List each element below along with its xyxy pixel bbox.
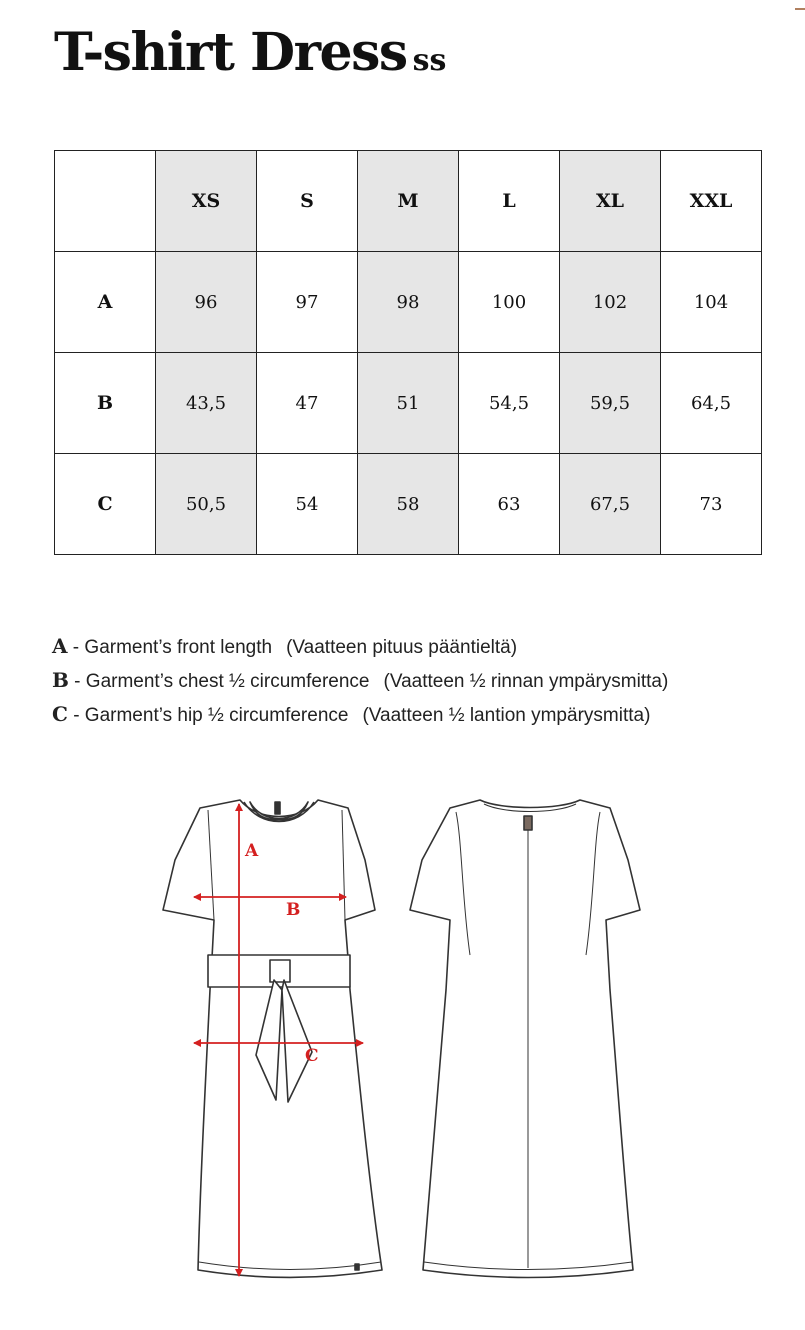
legend-item xyxy=(52,668,668,702)
table-cell: 43,5 xyxy=(156,353,257,454)
size-table xyxy=(54,150,762,555)
table-cell: 59,5 xyxy=(560,353,661,454)
dress-front-drawing xyxy=(163,800,382,1278)
table-header-cell xyxy=(55,151,156,252)
measure-a-label: A xyxy=(245,841,259,861)
corner-mark xyxy=(795,8,805,10)
dress-front-label-tag xyxy=(275,802,280,814)
table-header-cell: M xyxy=(358,151,459,252)
table-header-row xyxy=(55,151,762,252)
dress-front-right-sleeve-seam xyxy=(342,810,345,920)
measure-b-label: B xyxy=(286,900,301,920)
table-cell: 50,5 xyxy=(156,454,257,555)
table-row-label: C xyxy=(55,454,156,555)
table-cell: 63 xyxy=(459,454,560,555)
table-cell: 73 xyxy=(661,454,762,555)
table-cell: 64,5 xyxy=(661,353,762,454)
table-cell: 100 xyxy=(459,252,560,353)
table-header-cell: S xyxy=(257,151,358,252)
table-row-label: A xyxy=(55,252,156,353)
dress-front-belt-tie-right xyxy=(282,980,312,1102)
page-title xyxy=(54,22,446,83)
table-header-cell: XL xyxy=(560,151,661,252)
dress-back-drawing xyxy=(410,800,640,1278)
table-cell: 97 xyxy=(257,252,358,353)
legend-key: C xyxy=(52,702,68,726)
table-cell: 47 xyxy=(257,353,358,454)
legend-text: - Garment’s front length xyxy=(67,637,273,658)
legend-key: A xyxy=(52,634,68,658)
dress-front-belt-tie-left xyxy=(256,980,282,1100)
table-cell: 96 xyxy=(156,252,257,353)
dress-front-belt-knot xyxy=(270,960,290,982)
legend-text: - Garment’s chest ½ circumference xyxy=(68,671,370,692)
measure-c-label: C xyxy=(305,1046,319,1066)
dress-back-left-sleeve-seam xyxy=(456,812,470,955)
table-row xyxy=(55,252,762,353)
legend-item xyxy=(52,634,668,668)
measurement-legend xyxy=(52,634,668,736)
title-text: T-shirt Dress xyxy=(54,22,407,83)
dress-front-hem-tag xyxy=(355,1264,359,1270)
table-cell: 104 xyxy=(661,252,762,353)
table-cell: 67,5 xyxy=(560,454,661,555)
legend-key: B xyxy=(52,668,69,692)
legend-item xyxy=(52,702,668,736)
table-header-cell: XXL xyxy=(661,151,762,252)
table-cell: 51 xyxy=(358,353,459,454)
legend-text: - Garment’s hip ½ circumference xyxy=(67,705,349,726)
table-cell: 102 xyxy=(560,252,661,353)
dress-front-hem xyxy=(199,1262,381,1270)
dress-back-right-sleeve-seam xyxy=(586,812,600,955)
table-row-label: B xyxy=(55,353,156,454)
garment-diagram xyxy=(0,780,805,1300)
legend-translation: (Vaatteen ½ rinnan ympärysmitta) xyxy=(383,671,669,692)
table-cell: 58 xyxy=(358,454,459,555)
legend-translation: (Vaatteen pituus pääntieltä) xyxy=(286,637,518,658)
dress-front-left-sleeve-seam xyxy=(208,810,214,920)
table-cell: 98 xyxy=(358,252,459,353)
table-cell: 54,5 xyxy=(459,353,560,454)
table-header-cell: L xyxy=(459,151,560,252)
table-row xyxy=(55,454,762,555)
dress-back-outline xyxy=(410,800,640,1278)
title-suffix: ss xyxy=(412,43,447,78)
table-header-cell: XS xyxy=(156,151,257,252)
dress-back-label-tag xyxy=(524,816,532,830)
table-cell: 54 xyxy=(257,454,358,555)
legend-translation: (Vaatteen ½ lantion ympärysmitta) xyxy=(362,705,651,726)
table-row xyxy=(55,353,762,454)
